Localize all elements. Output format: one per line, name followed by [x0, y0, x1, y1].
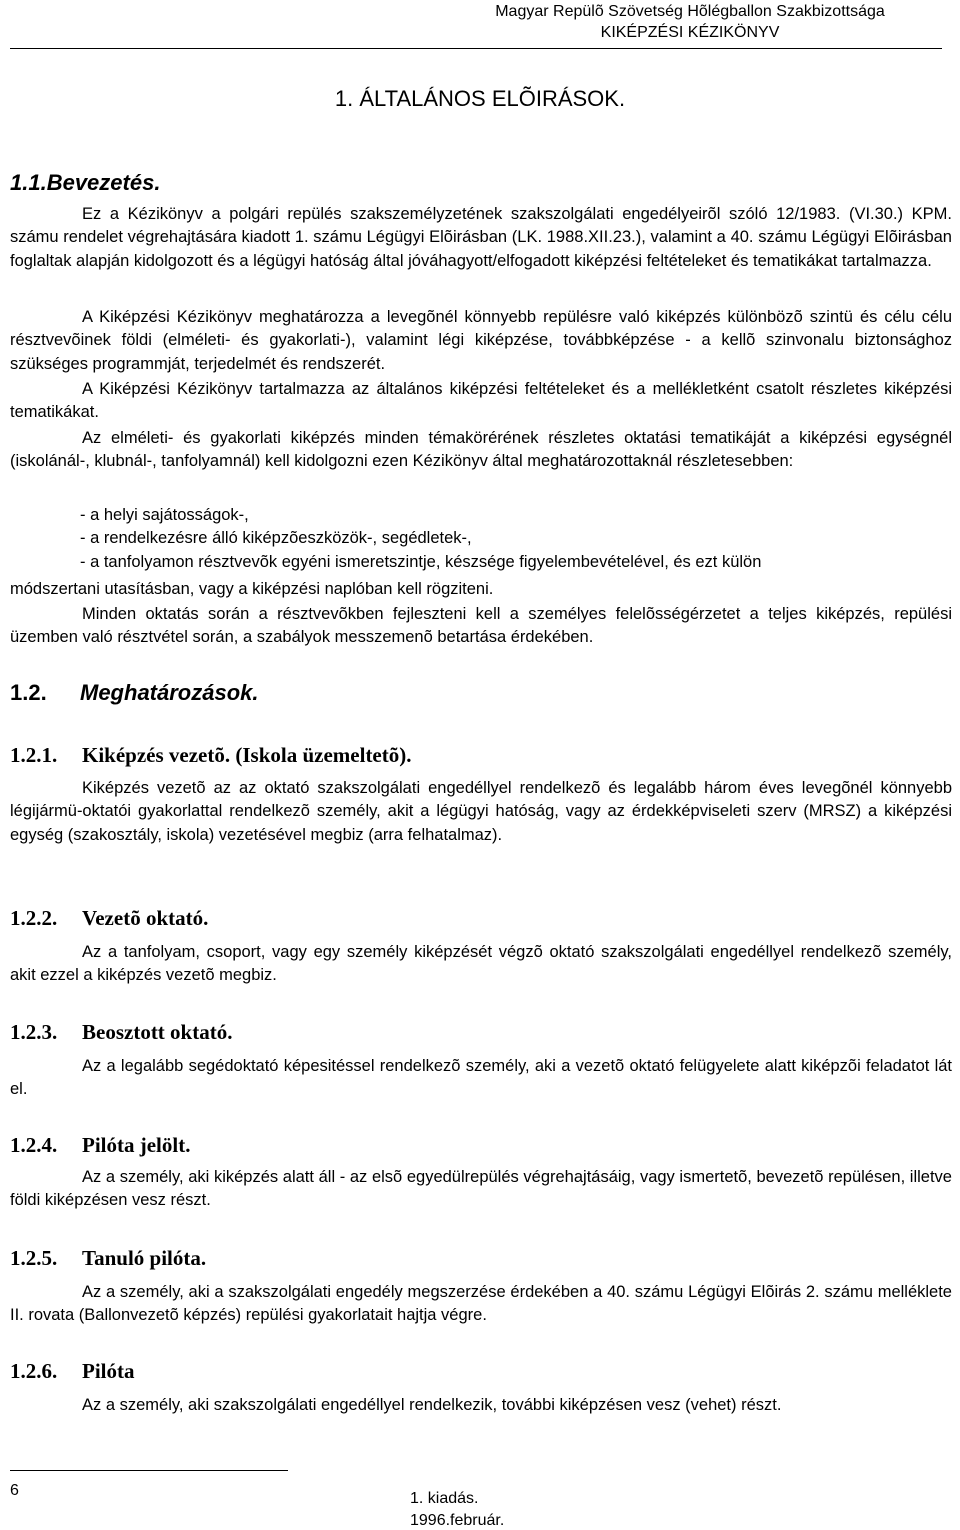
section-heading-1-1: 1.1.Bevezetés. [10, 170, 161, 195]
definition-text: Az a személy, aki a szakszolgálati engedély megszerzése érdekében a 40. számu Légügyi Elõirás 2. számu melléklete II. rovata (Ballonvezetõ képzés) repülési gyakorlatait hajtja végre. [10, 1283, 952, 1325]
definition-heading [10, 1246, 206, 1271]
definition-number: 1.2.1. [10, 743, 58, 767]
definition-number: 1.2.4. [10, 1133, 58, 1157]
definition-number: 1.2.5. [10, 1246, 58, 1270]
paragraph-responsibility: Minden oktatás során a résztvevõkben fejleszteni kell a személyes felelõsségérzetet a teljes kiképzés, repülési üzemben való résztvétel során, a szabályok messzemenõ betartása érdekében. [10, 605, 952, 647]
definition-title: Pilóta jelölt. [82, 1133, 191, 1157]
definition-heading [10, 1020, 232, 1045]
definition-title: Vezetõ oktató. [82, 906, 209, 930]
section-heading-1-2 [10, 680, 259, 706]
definition-text: Az a tanfolyam, csoport, vagy egy személy kiképzését végzõ oktató szakszolgálati engedéllyel rendelkezõ személy, akit ezzel a kiképzés vezetõ megbiz. [10, 943, 952, 985]
list-continuation: módszertani utasításban, vagy a kiképzési naplóban kell rögziteni. [10, 580, 494, 598]
paragraph-scope: A Kiképzési Kézikönyv meghatározza a levegõnél könnyebb repülésre való kiképzés különbözõ szintü és célu célu résztvevõinek földi (elméleti- és gyakorlati-), valamint légi kiképzése, továbbképzése - a kellõ szinvonalu biztonsághoz szükséges programmját, terjedelmét és rendszerét. [10, 308, 952, 373]
footer-edition: 1. kiadás. [410, 1490, 479, 1507]
definition-title: Pilóta [82, 1359, 135, 1383]
definition-number: 1.2.6. [10, 1359, 58, 1383]
list-item: - a helyi sajátosságok-, [80, 506, 249, 524]
paragraph-contents: A Kiképzési Kézikönyv tartalmazza az általános kiképzési feltételeket és a mellékletként csatolt részletes kiképzési tematikákat. [10, 380, 952, 422]
header-organization: Magyar Repülõ Szövetség Hõlégballon Szakbizottsága [495, 3, 885, 20]
definition-heading [10, 743, 412, 768]
definition-heading [10, 906, 208, 931]
definition-heading [10, 1133, 190, 1158]
definition-title: Beosztott oktató. [82, 1020, 233, 1044]
list-item: - a rendelkezésre álló kiképzõeszközök-, segédletek-, [80, 529, 472, 548]
definition-number: 1.2.3. [10, 1020, 58, 1044]
paragraph-curriculum: Az elméleti- és gyakorlati kiképzés minden témakörérének részletes oktatási tematikáját a kiképzési egységnél (iskolánál-, klubnál-, tanfolyamnál) kell kidolgozni ezen Kézikönyv által meghatározottaknál részletesebben: [10, 429, 952, 471]
section-title: Meghatározások. [80, 680, 259, 705]
definition-heading [10, 1359, 135, 1384]
consideration-list [80, 504, 952, 574]
footer-date: 1996.február. [410, 1512, 505, 1529]
definition-title: Tanuló pilóta. [82, 1246, 207, 1270]
definition-text: Az a legalább segédoktató képesitéssel rendelkezõ személy, aki a vezetõ oktató felügyelete alatt kiképzõi feladatot lát el. [10, 1057, 952, 1099]
definition-number: 1.2.2. [10, 906, 58, 930]
chapter-title: 1. ÁLTALÁNOS ELÕIRÁSOK. [334, 86, 626, 111]
page-number: 6 [10, 1482, 19, 1499]
definition-text: Kiképzés vezetõ az az oktató szakszolgálati engedéllyel rendelkezõ és legalább három éves levegõnél könnyebb légijármü-oktatói gyakorlattal rendelkezõ személy, akit a légügyi hatóság, vagy az érdekképviseleti szerv (MRSZ) a kiképzési egység (szakosztály, iskola) vezetésével megbiz (arra felhatalmaz). [10, 779, 952, 844]
list-item: - a tanfolyamon résztvevõk egyéni ismeretszintje, készsége figyelembevételével, és ezt külön [80, 552, 762, 571]
definition-title: Kiképzés vezetõ. (Iskola üzemeltetõ). [82, 743, 412, 767]
definition-text: Az a személy, aki szakszolgálati engedéllyel rendelkezik, további kiképzésen vesz (vehet) részt. [82, 1396, 782, 1414]
header-rule [10, 48, 942, 49]
definition-text: Az a személy, aki kiképzés alatt áll - az elsõ egyedülrepülés végrehajtásáig, vagy ismertetõ, bevezetõ repülésen, illetve földi kiképzésen vesz részt. [10, 1168, 952, 1210]
section-number: 1.2. [10, 680, 47, 705]
header-document-title: KIKÉPZÉSI KÉZIKÖNYV [600, 24, 780, 41]
paragraph-intro: Ez a Kézikönyv a polgári repülés szakszemélyzetének szakszolgálati engedélyeirõl szóló 12/1983. (VI.30.) KPM. számu rendelet végrehajtására kiadott 1. számu Légügyi Elõirásban (LK. 1988.XII.23.), valamint a 40. számu Légügyi Elõirásban foglaltak alapján kidolgozott és a légügyi hatóság által jóváhagyott/elfogadott kiképzési feltételeket és tematikákat tartalmazza. [10, 205, 952, 270]
footer-rule [10, 1470, 288, 1471]
